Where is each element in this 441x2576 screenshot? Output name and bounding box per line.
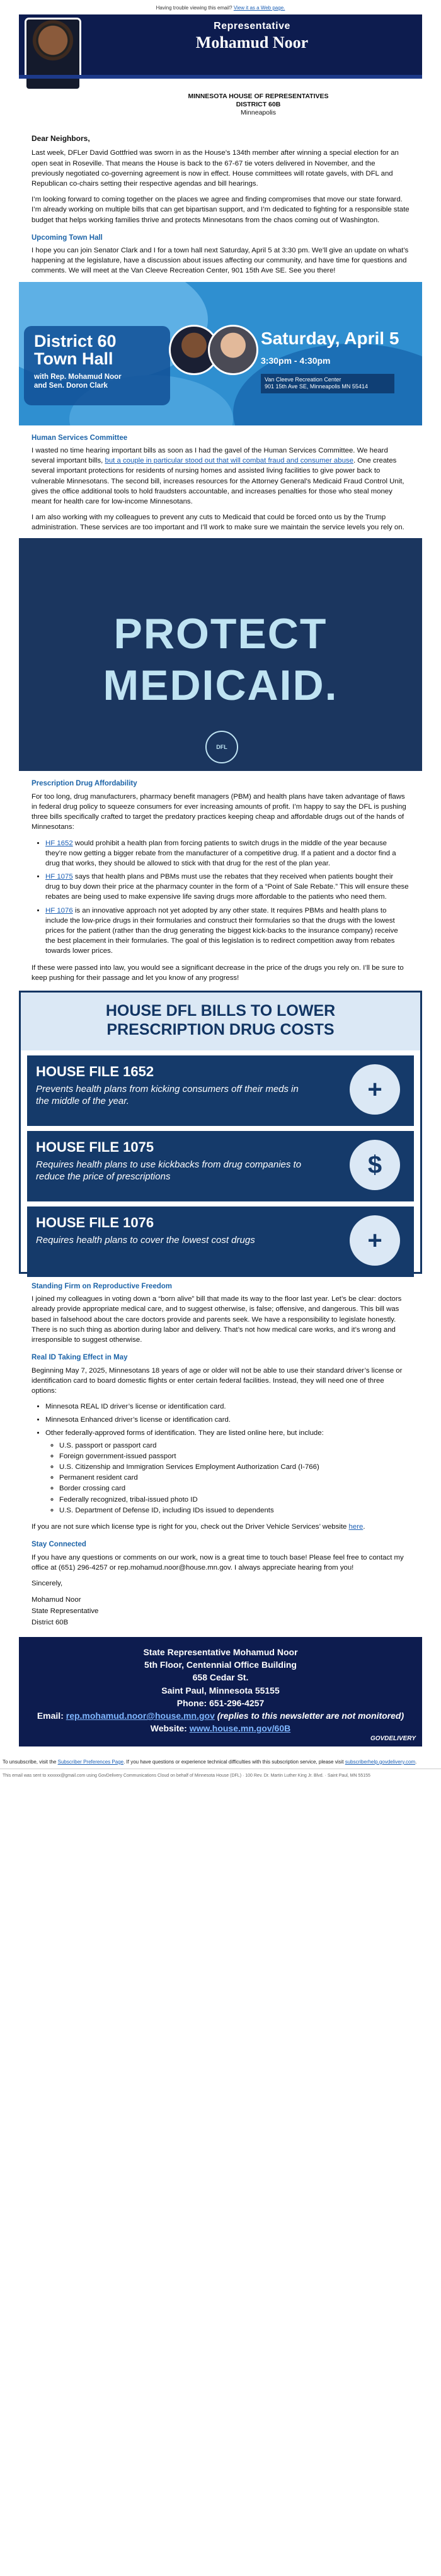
banner-time: 3:30pm - 4:30pm: [261, 355, 331, 366]
human-services-paragraph-2: I am also working with my colleagues to prevent any cuts to Medicaid that could be forced onto us by the Trump administration. These services are too important and I’ll work to make sure we maintain the service levels you rely on.: [32, 514, 404, 532]
list-item: ◦ U.S. Department of Defense ID, including IDs issued to dependents: [59, 1505, 410, 1516]
bill-description: would prohibit a health plan from forcing patients to switch drugs in the middle of the year because they’re now getting a bigger rebate from the manufacturer of a competitive drug. If a patient and a doctor find a drug that works, they should be allowed to stick with that drug for the rest of the plan year.: [45, 839, 396, 867]
list-item: • Minnesota Enhanced driver’s license or identification card.: [45, 1415, 410, 1425]
banner-location-address: 901 15th Ave SE, Minneapolis MN 55414: [265, 383, 368, 390]
list-item: [45, 1428, 410, 1516]
hs-text-after: . One creates several important protections for residents of nursing homes and assisted living facilities to give power back to vulnerable Minnesotans. The second bill, increases resources for the Attorney General’s Medicaid Fraud Control Unit, gives the office additional tools to hold fraudsters accountable, and increases penalties for those who steal money meant for health care for low-income Minnesotans.: [32, 457, 404, 505]
bill-card: [27, 1206, 414, 1277]
footer-email-note: (replies to this newsletter are not monitored): [214, 1711, 404, 1721]
preheader-text: Having trouble viewing this email?: [156, 5, 232, 11]
banner-date: Saturday, April 5: [261, 328, 399, 348]
medical-plus-icon: +: [350, 1064, 400, 1115]
banner-title-line-2: Town Hall: [34, 349, 113, 368]
footer-website-row: [25, 1722, 416, 1735]
prescription-icon: +: [350, 1215, 400, 1266]
hf-1076-link[interactable]: HF 1076: [45, 906, 73, 914]
bill-name: HOUSE FILE 1076: [36, 1214, 154, 1230]
realid-closing: [32, 1522, 410, 1532]
prescription-heading: Prescription Drug Affordability: [32, 780, 137, 788]
footer-email-link[interactable]: rep.mohamud.noor@house.mn.gov: [66, 1711, 215, 1721]
dollar-down-icon: $: [350, 1140, 400, 1190]
bill-list: [32, 838, 410, 957]
header-name: Mohamud Noor: [195, 33, 309, 52]
human-services-paragraph-1: [32, 446, 410, 507]
signoff-name: Mohamud Noor: [32, 1596, 81, 1604]
bill-description: is an innovative approach not yet adopted by any other state. It requires PBMs and health plans to include the low-price drugs in their formularies and construct their formularies so that the drugs with the lowest prices for the patient (rather than the drug generating the biggest kick-backs to the insurance company) receive the best placement in their formularies. The goal of this legislation is to redirect competition away from rebates towards lower prices.: [45, 906, 398, 955]
footer-website-link[interactable]: www.house.mn.gov/60B: [189, 1723, 291, 1734]
signoff-district: District 60B: [32, 1619, 69, 1627]
bill-description: says that health plans and PBMs must use the rebates that they received when patients bought their drug to buy down their price at the pharmacy counter in the form of a “Point of Sale Rebate.” This will ensure these rebates are being used to make expensive life saving drugs more affordable to the patients who need them.: [45, 873, 409, 901]
realid-sub-options: [45, 1441, 410, 1516]
banner-host-2: and Sen. Doron Clark: [34, 381, 108, 390]
view-web-page-link[interactable]: View it as a Web page.: [233, 5, 285, 11]
bill-name: HOUSE FILE 1075: [36, 1139, 154, 1155]
human-services-heading: Human Services Committee: [32, 434, 128, 442]
infographic-title: [21, 993, 420, 1050]
intro-paragraph-1: Last week, DFLer David Gottfried was sworn in as the House’s 134th member after winning a special election for an open seat in Roseville. That means the House is back to the 67-67 tie voters delivered in November, and the previously negotiated co-governing agreement is now in effect. House committees will rotate gavels, with DFL and Republican co-chairs setting their respective agendas and bill hearings.: [32, 149, 399, 188]
signoff-title: State Representative: [32, 1607, 99, 1616]
medicaid-line-2: MEDICAID.: [103, 661, 338, 710]
list-item: ◦ Border crossing card: [59, 1483, 410, 1493]
prescription-closing: If these were passed into law, you would see a significant decrease in the price of the drugs you rely on. I’ll be sure to keep pushing for their passage and let you know of any progress!: [32, 964, 404, 982]
signature-block: [32, 1578, 410, 1628]
legal-notice: This email was sent to xxxxxx@gmail.com using GovDelivery Communications Cloud on behalf of Minnesota House (DFL) · 100 Rev. Dr. Martin Luther King Jr. Blvd. · Saint Paul, MN 55155: [3, 1773, 370, 1778]
header-banner: [19, 14, 422, 79]
townhall-paragraph: I hope you can join Senator Clark and I for a town hall next Saturday, April 5 at 3:30 pm. We’ll give an update on what’s happening at the legislature, have a discussion about issues affecting our community, and have time for questions and comments. We will meet at the Van Cleeve Recreation Center, 901 15th Ave SE. See you there!: [32, 247, 409, 275]
header-title: [94, 21, 410, 52]
bill-card: [27, 1131, 414, 1201]
list-item: ◦ U.S. Citizenship and Immigration Services Employment Authorization Card (I-766): [59, 1462, 410, 1472]
footer-address-2: 658 Cedar St.: [192, 1672, 249, 1683]
hs-text-before: I wasted no time hearing important bills as soon as I had the gavel of the Human Services Committee. We heard several important bills,: [32, 446, 388, 465]
unsub-text-2: . If you have questions or experience technical difficulties with this subscription service, please visit: [123, 1758, 345, 1765]
footer-address-3: Saint Paul, Minnesota 55155: [161, 1685, 280, 1696]
header-city: Minneapolis: [240, 109, 277, 117]
list-item: [45, 906, 410, 957]
subscriber-help-link[interactable]: subscriberhelp.govdelivery.com: [345, 1758, 416, 1765]
header-stripe: [19, 75, 422, 79]
medicaid-line-1: PROTECT: [113, 610, 328, 658]
list-item: ◦ Permanent resident card: [59, 1473, 410, 1483]
realid-options: [32, 1402, 410, 1516]
govdelivery-logo[interactable]: GOVDELIVERY: [370, 1735, 416, 1743]
unsubscribe-notice: [0, 1746, 441, 1769]
realid-heading: Real ID Taking Effect in May: [32, 1354, 128, 1362]
list-item: • Minnesota REAL ID driver’s license or identification card.: [45, 1402, 410, 1412]
townhall-heading: Upcoming Town Hall: [32, 233, 103, 242]
footer-email-label: Email:: [37, 1711, 66, 1721]
repro-paragraph: I joined my colleagues in voting down a “born alive” bill that made its way to the floor last year. Let’s be clear: doctors already provide appropriate medical care, and to suggest otherwise, is false; offensive, and dangerous. This bill was based in falsehood about the care doctors provide and parents seek. We have a responsibility to legislate honestly. There is no such thing as abortion during labor and delivery. That’s not how medical care works, and it’s wrong and irresponsible to suggest otherwise.: [32, 1295, 402, 1344]
banner-title-line-1: District 60: [34, 331, 117, 351]
bill-summary: Prevents health plans from kicking consumers off their meds in the middle of the year.: [36, 1084, 299, 1106]
header-role: Representative: [214, 21, 290, 31]
prescription-intro: For too long, drug manufacturers, pharmacy benefit managers (PBM) and health plans have taken advantage of flaws in federal drug policy to squeeze consumers for ever increasing amounts of profit. I’m happy to say the DFL is pushing three bills specifically crafted to target the predatory practices keeping cheap and affordable drugs out of the hands of Minnesotans:: [32, 792, 406, 831]
signoff-closing: Sincerely,: [32, 1579, 63, 1587]
footer-website-label: Website:: [150, 1723, 190, 1734]
fraud-bills-link[interactable]: but a couple in particular stood out that will combat fraud and consumer abuse: [105, 457, 353, 465]
bill-name: HOUSE FILE 1652: [36, 1063, 154, 1079]
dfl-logo: DFL: [205, 731, 238, 763]
bill-summary: Requires health plans to cover the lowest cost drugs: [36, 1235, 255, 1246]
footer-contact: [19, 1637, 422, 1746]
greeting: Dear Neighbors,: [32, 134, 90, 143]
bills-infographic: [19, 991, 422, 1274]
bill-summary: Requires health plans to use kickbacks from drug companies to reduce the price of prescriptions: [36, 1159, 302, 1182]
list-item: [45, 872, 410, 903]
realid-intro: Beginning May 7, 2025, Minnesotans 18 years of age or older will not be able to use their standard driver’s license or identification card to board domestic flights or enter certain federal facilities. Instead, they will need one of three options:: [32, 1366, 403, 1395]
footer-address-1: 5th Floor, Centennial Office Building: [144, 1659, 297, 1670]
header-subtitle: [19, 79, 422, 121]
dvs-website-link[interactable]: here: [348, 1522, 364, 1531]
unsub-text-1: To unsubscribe, visit the: [3, 1758, 58, 1765]
banner-location-name: Van Cleeve Recreation Center: [265, 376, 341, 383]
banner-host-1: with Rep. Mohamud Noor: [34, 373, 122, 381]
footer-rep-name: State Representative Mohamud Noor: [143, 1646, 298, 1657]
footer-phone: Phone: 651-296-4257: [176, 1697, 265, 1708]
newsletter-body: [19, 121, 422, 1746]
townhall-banner: [19, 282, 422, 425]
intro-paragraph-2: I’m looking forward to coming together on the places we agree and finding compromises that move our state forward. I’m already working on multiple bills that can get bipartisan support, and I’m dedicated to fighting for a responsible state budget that helps working families thrive and protects Minnesotans from the chaos coming out of Washington.: [32, 196, 410, 224]
preheader: [0, 0, 441, 14]
hf-1075-link[interactable]: HF 1075: [45, 873, 73, 881]
bill-card: [27, 1055, 414, 1126]
list-item: ◦ Foreign government-issued passport: [59, 1451, 410, 1461]
subscriber-preferences-link[interactable]: Subscriber Preferences Page: [57, 1758, 124, 1765]
repro-heading: Standing Firm on Reproductive Freedom: [32, 1282, 172, 1290]
banner-title: [34, 332, 117, 368]
realid-closing-text: If you are not sure which license type is right for you, check out the Driver Vehicle Services’ website: [32, 1522, 349, 1531]
footer-email-row: [25, 1709, 416, 1722]
senator-photo: [208, 325, 258, 375]
stay-connected-paragraph: If you have any questions or comments on our work, now is a great time to touch base! Please feel free to contact my office at (651) 296-4257 or rep.mohamud.noor@house.mn.gov. I always appreciate hearing from you!: [32, 1553, 404, 1572]
infographic-title-line-2: PRESCRIPTION DRUG COSTS: [106, 1020, 335, 1038]
stay-connected-heading: Stay Connected: [32, 1541, 86, 1549]
banner-hosts: [34, 373, 122, 391]
unsub-text-3: .: [415, 1758, 417, 1765]
list-item: ◦ Federally recognized, tribal-issued photo ID: [59, 1495, 410, 1505]
hf-1652-link[interactable]: HF 1652: [45, 839, 73, 847]
protect-medicaid-banner: [19, 538, 422, 771]
header-district: DISTRICT 60B: [236, 101, 281, 109]
list-item: ◦ U.S. passport or passport card: [59, 1441, 410, 1451]
list-item: [45, 838, 410, 869]
realid-closing-end: .: [363, 1522, 365, 1531]
header-org: MINNESOTA HOUSE OF REPRESENTATIVES: [188, 93, 329, 100]
infographic-title-line-1: HOUSE DFL BILLS TO LOWER: [105, 1001, 336, 1020]
banner-location: [261, 374, 394, 393]
newsletter-card: [19, 14, 422, 1746]
option-text: Other federally-approved forms of identification. They are listed online here, but include:: [45, 1429, 324, 1437]
